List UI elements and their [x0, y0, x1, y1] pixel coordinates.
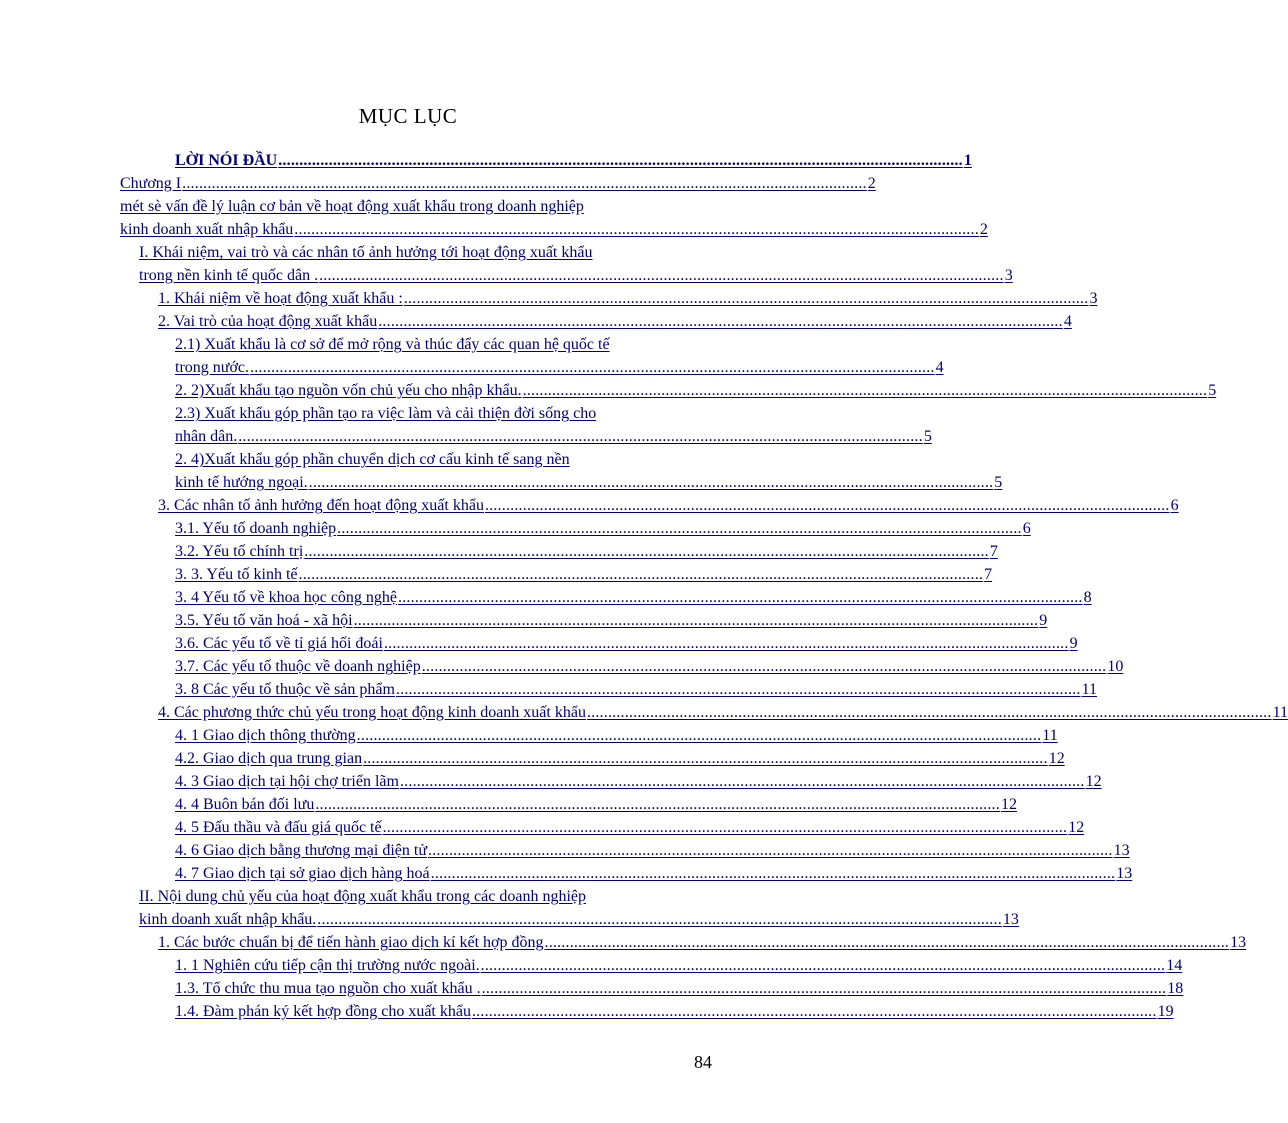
dot-leader: ................................................................................................................................................................... — [398, 589, 1083, 606]
dot-leader: ................................................................................................................................................................... — [480, 957, 1166, 974]
toc-entry-text: 4. Các phương thức chủ yếu trong hoạt động kinh doanh xuất khẩu — [158, 704, 586, 721]
toc-entry-text: 4.2. Giao dịch qua trung gian — [175, 750, 363, 767]
toc-entry-page: 13 — [1113, 842, 1130, 859]
dot-leader: ................................................................................................................................................................... — [481, 980, 1167, 997]
toc-entry-line — [175, 471, 1003, 494]
toc-entry[interactable] — [175, 609, 1048, 632]
dot-leader: ................................................................................................................................................................... — [544, 934, 1230, 951]
toc-entry-line — [175, 356, 944, 379]
toc-entry-text: Chương I — [120, 175, 182, 192]
toc-entry[interactable] — [175, 793, 1017, 816]
toc-entry-text: 1.4. Đàm phán ký kết hợp đồng cho xuất khẩu — [175, 1003, 471, 1020]
toc-entry[interactable] — [175, 816, 1085, 839]
toc-entry[interactable] — [175, 724, 1058, 747]
toc-entry-line — [175, 862, 1133, 885]
toc-entry-text: 3.5. Yếu tố văn hoá - xã hội — [175, 612, 353, 629]
toc-entry-page: 7 — [989, 543, 998, 560]
toc-entry-line — [175, 793, 1017, 816]
toc-entry[interactable] — [175, 954, 1183, 977]
toc-entry-page: 18 — [1167, 980, 1184, 997]
toc-entry[interactable] — [139, 241, 1013, 287]
toc-entry-page: 11 — [1042, 727, 1058, 744]
toc-entry[interactable] — [175, 632, 1078, 655]
toc-entry-text: 3. 3. Yếu tố kinh tế — [175, 566, 298, 583]
toc-entry-text: 3. 4 Yếu tố về khoa học công nghệ — [175, 589, 398, 606]
toc-entry-line — [175, 379, 1217, 402]
toc-entry-line — [139, 885, 697, 908]
toc-entry-page: 5 — [994, 474, 1003, 491]
toc-entry[interactable] — [175, 655, 1124, 678]
dot-leader: ................................................................................................................................................................... — [353, 612, 1039, 629]
toc-entry-page: 13 — [1002, 911, 1019, 928]
toc-entry-page: 19 — [1157, 1003, 1174, 1020]
toc-entry-text: 3.7. Các yếu tố thuộc về doanh nghiệp — [175, 658, 421, 675]
toc-entry-line — [158, 931, 1247, 954]
toc-entry-page: 10 — [1107, 658, 1124, 675]
toc-entry[interactable] — [158, 931, 1247, 954]
page-title: MỤC LỤC — [358, 104, 458, 128]
dot-leader: ................................................................................................................................................................... — [522, 382, 1208, 399]
toc-entry-line — [120, 172, 876, 195]
toc-entry-line — [120, 218, 988, 241]
dot-leader: ................................................................................................................................................................... — [250, 359, 935, 376]
toc-entry-line — [175, 333, 697, 356]
toc-entry-line — [139, 264, 1013, 287]
toc-entry-page: 3 — [1089, 290, 1098, 307]
toc-entry-line — [175, 609, 1048, 632]
toc-entry[interactable] — [158, 310, 1072, 333]
dot-leader: ................................................................................................................................................................... — [471, 1003, 1157, 1020]
dot-leader: ................................................................................................................................................................... — [317, 911, 1002, 928]
toc-entry-line — [175, 678, 1097, 701]
toc-entry-line — [139, 241, 697, 264]
dot-leader: ................................................................................................................................................................... — [382, 819, 1068, 836]
toc-entry[interactable] — [175, 448, 1003, 494]
toc-entry-text: 3.2. Yếu tố chính trị — [175, 543, 304, 560]
toc-entry-line — [175, 977, 1184, 1000]
dot-leader: ................................................................................................................................................................... — [356, 727, 1042, 744]
toc-entry-page: 5 — [1208, 382, 1217, 399]
toc-entry-page: 9 — [1039, 612, 1048, 629]
toc-entry-line — [175, 632, 1078, 655]
toc-entry-page: 7 — [984, 566, 993, 583]
toc-entry-text: 3. Các nhân tố ảnh hưởng đến hoạt động xuất khẩu — [158, 497, 484, 514]
toc-entry-page: 3 — [1004, 267, 1013, 284]
dot-leader: ................................................................................................................................................................... — [298, 566, 984, 583]
toc-entry-text: kinh tế hướng ngoại. — [175, 474, 308, 491]
toc-entry[interactable] — [158, 494, 1179, 517]
toc-entry-page: 6 — [1022, 520, 1031, 537]
toc-entry[interactable] — [158, 701, 1288, 724]
toc-entry-line — [158, 701, 1288, 724]
toc-entry[interactable] — [175, 1000, 1174, 1023]
toc-entry-line — [175, 517, 1031, 540]
toc-entry[interactable] — [175, 862, 1133, 885]
toc-entry-line — [175, 425, 932, 448]
toc-entry-text: 2.1) Xuất khẩu là cơ sở để mở rộng và thúc đẩy các quan hệ quốc tế — [175, 336, 610, 353]
toc-entry-text: mét sè vấn đề lý luận cơ bản về hoạt động xuất khẩu trong doanh nghiệp — [120, 198, 584, 215]
page-number: 84 — [694, 1052, 712, 1072]
toc-entry-line — [120, 195, 697, 218]
toc-entry[interactable] — [175, 678, 1097, 701]
toc-entry-line — [175, 724, 1058, 747]
toc-entry-text: 1. 1 Nghiên cứu tiếp cận thị trường nước ngoài. — [175, 957, 480, 974]
toc-entry-text: 2. 2)Xuất khẩu tạo nguồn vốn chủ yếu cho nhập khẩu. — [175, 382, 522, 399]
toc-entry-text: 2. 4)Xuất khẩu góp phần chuyển dịch cơ cấu kinh tế sang nền — [175, 451, 570, 468]
toc-entry-line — [175, 839, 1130, 862]
toc-entry[interactable] — [175, 333, 944, 379]
toc-entry-page: 12 — [1085, 773, 1102, 790]
toc-entry-text: 4. 1 Giao dịch thông thường — [175, 727, 356, 744]
toc-entry-page: 4 — [1063, 313, 1072, 330]
toc-entry-text: 1.3. Tổ chức thu mua tạo nguồn cho xuất khẩu . — [175, 980, 481, 997]
toc-entry[interactable] — [175, 379, 1217, 402]
toc-entry-text: 1. Các bước chuẩn bị để tiến hành giao dịch kí kết hợp đồng — [158, 934, 544, 951]
toc-entry-text: I. Khái niệm, vai trò và các nhân tố ảnh hưởng tới hoạt động xuất khẩu — [139, 244, 593, 261]
toc-entry-text: trong nước. — [175, 359, 250, 376]
dot-leader: ................................................................................................................................................................... — [484, 497, 1170, 514]
toc-entry-line — [175, 747, 1065, 770]
toc-entry-text: 2.3) Xuất khẩu góp phần tạo ra việc làm và cải thiện đời sống cho — [175, 405, 597, 422]
toc-entry-line — [139, 908, 1019, 931]
toc-entry[interactable] — [158, 287, 1098, 310]
dot-leader: ................................................................................................................................................................... — [430, 865, 1116, 882]
toc-entry[interactable] — [139, 885, 1019, 931]
dot-leader: ................................................................................................................................................................... — [586, 704, 1272, 721]
toc-entry-text: kinh doanh xuất nhập khẩu. — [139, 911, 317, 928]
toc-entry-text: 3.1. Yếu tố doanh nghiệp — [175, 520, 337, 537]
toc-entry[interactable] — [175, 517, 1031, 540]
toc-entry[interactable] — [120, 195, 988, 241]
toc-entry-line — [158, 310, 1072, 333]
dot-leader: ................................................................................................................................................................... — [427, 842, 1113, 859]
toc-entry[interactable] — [175, 540, 998, 563]
toc-entry-page: 4 — [935, 359, 944, 376]
toc-entry-line — [175, 954, 1183, 977]
toc-entry-text: kinh doanh xuất nhập khẩu — [120, 221, 294, 238]
toc-entry-text: 4. 7 Giao dịch tại sở giao dịch hàng hoá — [175, 865, 430, 882]
toc-entry-line — [175, 1000, 1174, 1023]
toc-entry-page: 5 — [923, 428, 932, 445]
toc-entry-line — [175, 586, 1092, 609]
toc-entry-text: 3.6. Các yếu tố về tỉ giá hối đoái — [175, 635, 383, 652]
dot-leader: ................................................................................................................................................................... — [319, 267, 1004, 284]
toc-entry-page: 13 — [1116, 865, 1133, 882]
toc-entry[interactable] — [175, 586, 1092, 609]
toc-entry-text: 4. 4 Buôn bán đối lưu — [175, 796, 315, 813]
toc-entry-page: 11 — [1081, 681, 1097, 698]
toc-entry-text: nhân dân. — [175, 428, 238, 445]
toc-entry-page: 2 — [979, 221, 988, 238]
toc-entry-page: 1 — [963, 152, 972, 169]
toc-entry-line — [175, 540, 998, 563]
toc-entry-page: 9 — [1069, 635, 1078, 652]
dot-leader: ................................................................................................................................................................... — [294, 221, 979, 238]
toc-entry-page: 12 — [1048, 750, 1065, 767]
toc-entry-text: trong nền kinh tế quốc dân . — [139, 267, 319, 284]
dot-leader: ................................................................................................................................................................... — [395, 681, 1081, 698]
toc-entry-line — [158, 287, 1098, 310]
dot-leader: ................................................................................................................................................................... — [403, 290, 1089, 307]
toc-entry-page: 12 — [1068, 819, 1085, 836]
toc-entry-text: 2. Vai trò của hoạt động xuất khẩu — [158, 313, 378, 330]
dot-leader: ................................................................................................................................................................... — [337, 520, 1022, 537]
dot-leader: ................................................................................................................................................................... — [238, 428, 923, 445]
toc-entry[interactable] — [120, 172, 876, 195]
toc-entry[interactable] — [175, 770, 1102, 793]
toc-entry-line — [175, 563, 993, 586]
dot-leader: ................................................................................................................................................................... — [378, 313, 1063, 330]
toc-entry[interactable] — [175, 563, 993, 586]
toc-entry-page: 12 — [1000, 796, 1017, 813]
dot-leader: ................................................................................................................................................................... — [182, 175, 867, 192]
toc-entry-line — [175, 655, 1124, 678]
toc-entry-text: 3. 8 Các yếu tố thuộc về sản phẩm — [175, 681, 395, 698]
toc-entry-text: 4. 3 Giao dịch tại hội chợ triển lãm — [175, 773, 399, 790]
toc-entry-line — [175, 770, 1102, 793]
dot-leader: ................................................................................................................................................................... — [308, 474, 994, 491]
toc-entry-line — [175, 448, 697, 471]
dot-leader: ................................................................................................................................................................... — [278, 152, 963, 169]
toc-entry-text: LỜI NÓI ĐẦU — [175, 152, 278, 169]
toc-entry-text: 4. 6 Giao dịch bằng thương mại điện tử — [175, 842, 427, 859]
toc-entry[interactable] — [120, 149, 972, 172]
toc-entry-page: 8 — [1083, 589, 1092, 606]
toc-entry-page: 13 — [1230, 934, 1247, 951]
dot-leader: ................................................................................................................................................................... — [383, 635, 1069, 652]
toc-entry[interactable] — [175, 839, 1130, 862]
toc-entry-line — [175, 402, 697, 425]
toc-entry-line — [175, 816, 1085, 839]
toc-entry-text: II. Nội dung chủ yếu của hoạt động xuất khẩu trong các doanh nghiệp — [139, 888, 586, 905]
toc-entry-page: 14 — [1166, 957, 1183, 974]
dot-leader: ................................................................................................................................................................... — [315, 796, 1000, 813]
dot-leader: ................................................................................................................................................................... — [304, 543, 989, 560]
toc-entry-line — [158, 494, 1179, 517]
toc-entry-page: 11 — [1272, 704, 1288, 721]
toc-entry-line — [120, 149, 972, 172]
toc-entry[interactable] — [175, 402, 932, 448]
toc-entry-page: 2 — [867, 175, 876, 192]
toc-entry-page: 6 — [1170, 497, 1179, 514]
dot-leader: ................................................................................................................................................................... — [363, 750, 1048, 767]
toc-entry-text: 4. 5 Đấu thầu và đấu giá quốc tế — [175, 819, 382, 836]
toc-entry-text: 1. Khái niệm về hoạt động xuất khẩu : — [158, 290, 403, 307]
toc-entry[interactable] — [175, 977, 1184, 1000]
toc-entry[interactable] — [175, 747, 1065, 770]
dot-leader: ................................................................................................................................................................... — [399, 773, 1085, 790]
dot-leader: ................................................................................................................................................................... — [421, 658, 1107, 675]
